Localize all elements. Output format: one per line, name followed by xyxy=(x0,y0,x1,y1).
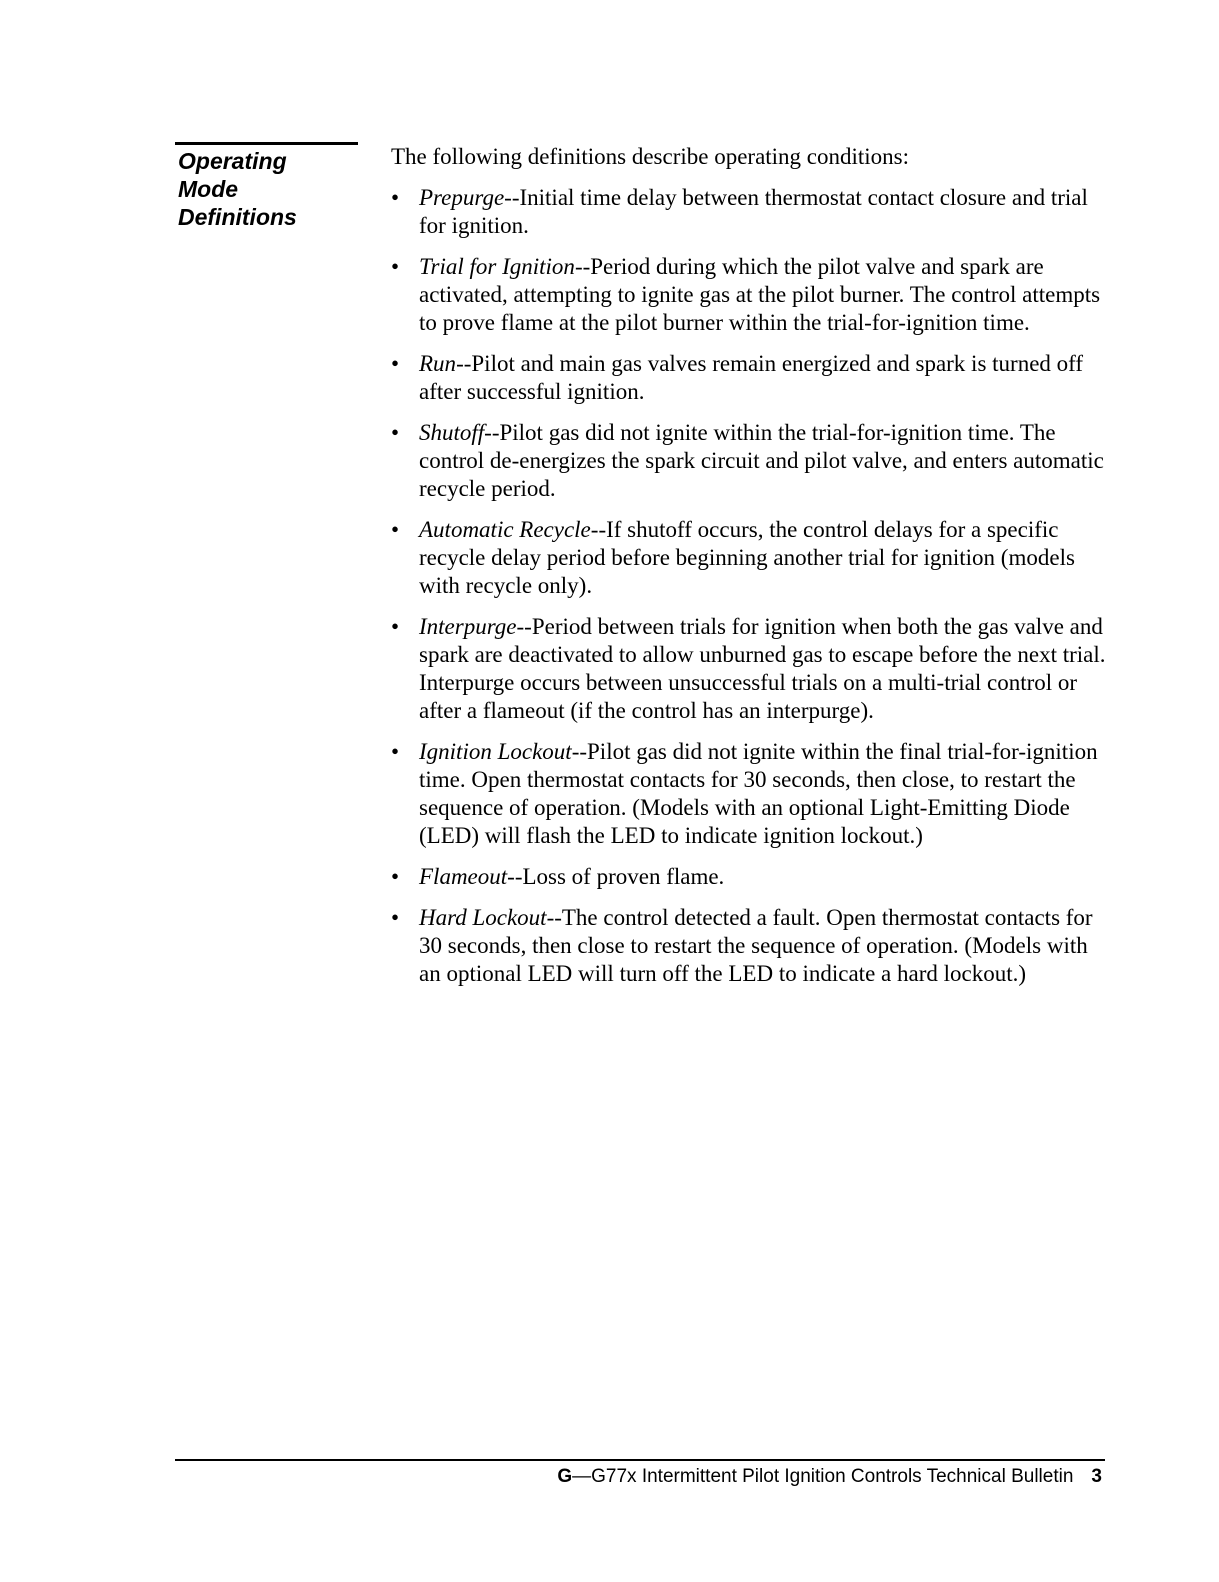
definition-term: Trial for Ignition xyxy=(419,254,575,279)
definition-term: Run xyxy=(419,351,457,376)
page-number: 3 xyxy=(1091,1466,1102,1487)
definition-term: Shutoff xyxy=(419,420,485,445)
definition-text: --Period during which the pilot valve and spark are activated, attempting to ignite gas at the pilot burner. The control attempts to prove flame at the pilot burner within the trial-for-ignition time. xyxy=(419,254,1101,335)
section-heading-line: Mode xyxy=(178,176,239,202)
page-footer xyxy=(557,1465,1102,1489)
definition-term: Prepurge xyxy=(419,185,505,210)
definition-term: Ignition Lockout xyxy=(419,739,572,764)
bullet-icon: • xyxy=(391,517,400,542)
section-heading-rule xyxy=(175,142,358,145)
definition-term: Flameout xyxy=(419,864,508,889)
definition-term: Hard Lockout xyxy=(419,905,547,930)
definition-text: --If shutoff occurs, the control delays for a specific recycle delay period before beginning another trial for ignition (models with recycle only). xyxy=(419,517,1075,598)
definition-flameout xyxy=(391,863,1106,891)
intro-paragraph: The following definitions describe operating conditions: xyxy=(391,144,910,169)
footer-document-letter: G xyxy=(557,1466,573,1487)
definition-text: --Pilot gas did not ignite within the trial-for-ignition time. The control de-energizes the spark circuit and pilot valve, and enters automatic recycle period. xyxy=(419,420,1104,501)
bullet-icon: • xyxy=(391,864,400,889)
definitions-list xyxy=(391,184,1106,988)
definition-text: --Pilot gas did not ignite within the final trial-for-ignition time. Open thermostat contacts for 30 seconds, then close, to restart the sequence of operation. (Models with an optional Light-Emitting Diode (LED) will flash the LED to indicate ignition lockout.) xyxy=(419,739,1098,848)
main-content xyxy=(391,143,1106,1001)
bullet-icon: • xyxy=(391,351,400,376)
footer-bulletin-title: G77x Intermittent Pilot Ignition Controls Technical Bulletin xyxy=(591,1466,1074,1487)
definition-text: --Period between trials for ignition when both the gas valve and spark are deactivated to allow unburned gas to escape before the next trial. Interpurge occurs between unsuccessful trials on a multi-trial control or after a flameout (if the control has an interpurge). xyxy=(419,614,1106,723)
definition-prepurge xyxy=(391,184,1106,240)
definition-text: --Loss of proven flame. xyxy=(507,864,725,889)
definition-term: Automatic Recycle xyxy=(419,517,591,542)
bullet-icon: • xyxy=(391,905,400,930)
bullet-icon: • xyxy=(391,254,400,279)
section-heading-line: Operating xyxy=(178,148,287,174)
definition-hard-lockout xyxy=(391,904,1106,988)
definition-shutoff xyxy=(391,419,1106,503)
bullet-icon: • xyxy=(391,420,400,445)
definition-ignition-lockout xyxy=(391,738,1106,850)
section-heading-line: Definitions xyxy=(178,204,297,230)
section-heading xyxy=(178,147,358,231)
footer-rule xyxy=(175,1459,1105,1461)
bullet-icon: • xyxy=(391,614,400,639)
definition-term: Interpurge xyxy=(419,614,517,639)
footer-dash: — xyxy=(572,1466,592,1487)
bullet-icon: • xyxy=(391,185,400,210)
definition-interpurge xyxy=(391,613,1106,725)
definition-run xyxy=(391,350,1106,406)
definition-text: --Pilot and main gas valves remain energized and spark is turned off after successful ignition. xyxy=(419,351,1084,404)
definition-text: --Initial time delay between thermostat contact closure and trial for ignition. xyxy=(419,185,1088,238)
bullet-icon: • xyxy=(391,739,400,764)
definition-automatic-recycle xyxy=(391,516,1106,600)
definition-text: --The control detected a fault. Open thermostat contacts for 30 seconds, then close to restart the sequence of operation. (Models with an optional LED will turn off the LED to indicate a hard lockout.) xyxy=(419,905,1093,986)
definition-trial-for-ignition xyxy=(391,253,1106,337)
